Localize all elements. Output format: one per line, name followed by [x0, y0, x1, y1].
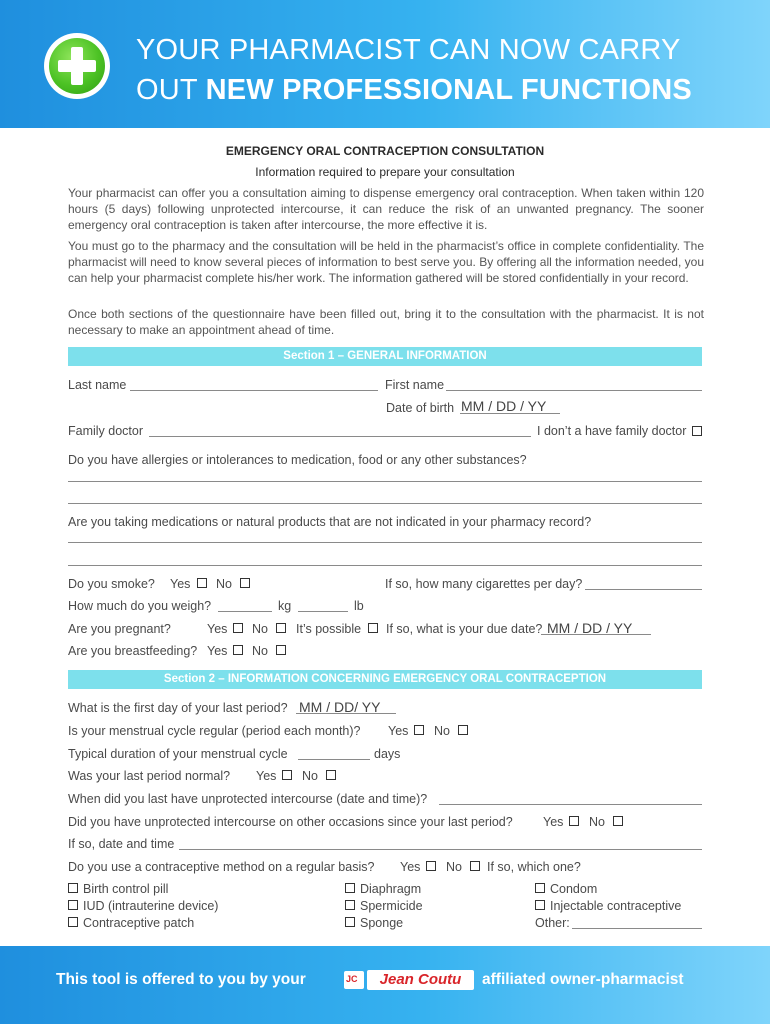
- breastfeeding-question: Are you breastfeeding?: [68, 644, 198, 658]
- smoke-no-checkbox[interactable]: [240, 578, 250, 588]
- iud-label: IUD (intrauterine device): [83, 899, 219, 913]
- section2-heading: Section 2 – INFORMATION CONCERNING EMERGENCY ORAL CONTRACEPTION: [68, 670, 702, 689]
- first-name-field[interactable]: [446, 390, 702, 391]
- method-yes-label: Yes: [400, 860, 421, 874]
- dob-field[interactable]: [460, 413, 560, 414]
- no-doctor-label: I don’t a have family doctor: [537, 424, 687, 438]
- normal-yes-label: Yes: [256, 769, 277, 783]
- regular-cycle-question: Is your menstrual cycle regular (period each month)?: [68, 724, 361, 738]
- last-name-label: Last name: [68, 378, 127, 392]
- no-doctor-checkbox[interactable]: [692, 426, 702, 436]
- medications-question: Are you taking medications or natural products that are not indicated in your pharmacy record?: [68, 515, 592, 529]
- other-no-label: No: [589, 815, 605, 829]
- pregnant-yes-checkbox[interactable]: [233, 623, 243, 633]
- allergies-line-2[interactable]: [68, 503, 702, 504]
- normal-period-question: Was your last period normal?: [68, 769, 231, 783]
- other-occasions-question: Did you have unprotected intercourse on other occasions since your last period?: [68, 815, 513, 829]
- medications-line-2[interactable]: [68, 565, 702, 566]
- intro-paragraph-1: Your pharmacist can offer you a consultation aiming to dispense emergency oral contraception. When taken within 120 hours (5 days) following unprotected intercourse, it can reduce the risk of an unwanted pregnancy. The sooner emergency oral contraception is taken after intercourse, the more effective it is.: [68, 186, 704, 232]
- header-title-line1: YOUR PHARMACIST CAN NOW CARRY: [136, 34, 681, 66]
- diaphragm-label: Diaphragm: [360, 882, 422, 896]
- dob-placeholder: MM / DD / YY: [461, 398, 547, 414]
- iud-checkbox[interactable]: [68, 900, 78, 910]
- footer-text-right: affiliated owner-pharmacist: [482, 971, 684, 988]
- spermicide-label: Spermicide: [360, 899, 423, 913]
- cycle-duration-question: Typical duration of your menstrual cycle: [68, 747, 288, 761]
- method-no-label: No: [446, 860, 462, 874]
- form-subtitle: Information required to prepare your consultation: [255, 165, 515, 179]
- other-yes-label: Yes: [543, 815, 564, 829]
- weight-question: How much do you weigh?: [68, 599, 212, 613]
- lb-unit: lb: [354, 599, 364, 613]
- cycle-duration-field[interactable]: [298, 759, 370, 760]
- diaphragm-checkbox[interactable]: [345, 883, 355, 893]
- patch-label: Contraceptive patch: [83, 916, 195, 930]
- ifso-date-label: If so, date and time: [68, 837, 175, 851]
- normal-yes-checkbox[interactable]: [282, 770, 292, 780]
- allergies-question: Do you have allergies or intolerances to medication, food or any other substances?: [68, 453, 527, 467]
- pregnant-yes-label: Yes: [207, 622, 228, 636]
- smoke-yes-checkbox[interactable]: [197, 578, 207, 588]
- due-date-field[interactable]: [541, 634, 651, 635]
- pregnant-possible-checkbox[interactable]: [368, 623, 378, 633]
- regular-yes-label: Yes: [388, 724, 409, 738]
- injectable-label: Injectable contraceptive: [550, 899, 682, 913]
- smoke-yes-label: Yes: [170, 577, 191, 591]
- kg-unit: kg: [278, 599, 292, 613]
- spermicide-checkbox[interactable]: [345, 900, 355, 910]
- regular-yes-checkbox[interactable]: [414, 725, 424, 735]
- breastfeeding-no-checkbox[interactable]: [276, 645, 286, 655]
- breastfeeding-yes-label: Yes: [207, 644, 228, 658]
- pregnant-question: Are you pregnant?: [68, 622, 171, 636]
- sponge-checkbox[interactable]: [345, 917, 355, 927]
- other-yes-checkbox[interactable]: [569, 816, 579, 826]
- first-day-field[interactable]: [296, 713, 396, 714]
- breastfeeding-yes-checkbox[interactable]: [233, 645, 243, 655]
- condom-checkbox[interactable]: [535, 883, 545, 893]
- cigarettes-field[interactable]: [585, 589, 702, 590]
- method-yes-checkbox[interactable]: [426, 861, 436, 871]
- regular-no-label: No: [434, 724, 450, 738]
- last-intercourse-field[interactable]: [439, 804, 702, 805]
- smoke-question: Do you smoke?: [68, 577, 155, 591]
- pharmacy-cross-logo-icon: [44, 33, 110, 99]
- medications-line-1[interactable]: [68, 542, 702, 543]
- other-no-checkbox[interactable]: [613, 816, 623, 826]
- allergies-line-1[interactable]: [68, 481, 702, 482]
- other-method-label: Other:: [535, 916, 570, 930]
- last-name-field[interactable]: [130, 390, 378, 391]
- weight-lb-field[interactable]: [298, 611, 348, 612]
- form-title: EMERGENCY ORAL CONTRACEPTION CONSULTATION: [225, 144, 545, 158]
- pregnant-no-checkbox[interactable]: [276, 623, 286, 633]
- pregnant-no-label: No: [252, 622, 268, 636]
- ifso-date-field[interactable]: [179, 849, 702, 850]
- weight-kg-field[interactable]: [218, 611, 272, 612]
- intro-paragraph-3: Once both sections of the questionnaire have been filled out, bring it to the consultation with the pharmacist. It is not necessary to make an appointment ahead of time.: [68, 307, 704, 337]
- regular-no-checkbox[interactable]: [458, 725, 468, 735]
- which-method-label: If so, which one?: [487, 860, 581, 874]
- breastfeeding-no-label: No: [252, 644, 268, 658]
- due-date-placeholder: MM / DD / YY: [547, 620, 633, 636]
- last-intercourse-question: When did you last have unprotected intercourse (date and time)?: [68, 792, 428, 806]
- patch-checkbox[interactable]: [68, 917, 78, 927]
- header-title-line2: OUT NEW PROFESSIONAL FUNCTIONS: [136, 74, 692, 106]
- due-date-question: If so, what is your due date?: [386, 622, 543, 636]
- sponge-label: Sponge: [360, 916, 404, 930]
- footer-text-left: This tool is offered to you by your: [56, 971, 306, 988]
- cigarettes-question: If so, how many cigarettes per day?: [385, 577, 583, 591]
- smoke-no-label: No: [216, 577, 232, 591]
- first-name-label: First name: [385, 378, 445, 392]
- days-unit: days: [374, 747, 401, 761]
- intro-paragraph-2: You must go to the pharmacy and the consultation will be held in the pharmacist’s office in complete confidentiality. The pharmacist will need to know several pieces of information to best serve you. By offering all the information needed, you can help your pharmacist complete his/her work. The information gathered will be stored confidentially in your record.: [68, 239, 704, 285]
- pregnant-possible-label: It’s possible: [296, 622, 362, 636]
- dob-label: Date of birth: [386, 401, 455, 415]
- contraceptive-method-question: Do you use a contraceptive method on a regular basis?: [68, 860, 375, 874]
- normal-no-checkbox[interactable]: [326, 770, 336, 780]
- normal-no-label: No: [302, 769, 318, 783]
- other-method-field[interactable]: [572, 928, 702, 929]
- jean-coutu-icon-text: JC: [346, 974, 358, 984]
- pill-checkbox[interactable]: [68, 883, 78, 893]
- pill-label: Birth control pill: [83, 882, 169, 896]
- injectable-checkbox[interactable]: [535, 900, 545, 910]
- condom-label: Condom: [550, 882, 598, 896]
- first-day-question: What is the first day of your last period?: [68, 701, 288, 715]
- family-doctor-field[interactable]: [149, 436, 531, 437]
- jean-coutu-icon: [344, 971, 364, 989]
- first-day-placeholder: MM / DD/ YY: [299, 699, 381, 715]
- jean-coutu-logo: Jean Coutu: [367, 970, 474, 990]
- section1-heading: Section 1 – GENERAL INFORMATION: [68, 347, 702, 366]
- method-no-checkbox[interactable]: [470, 861, 480, 871]
- family-doctor-label: Family doctor: [68, 424, 144, 438]
